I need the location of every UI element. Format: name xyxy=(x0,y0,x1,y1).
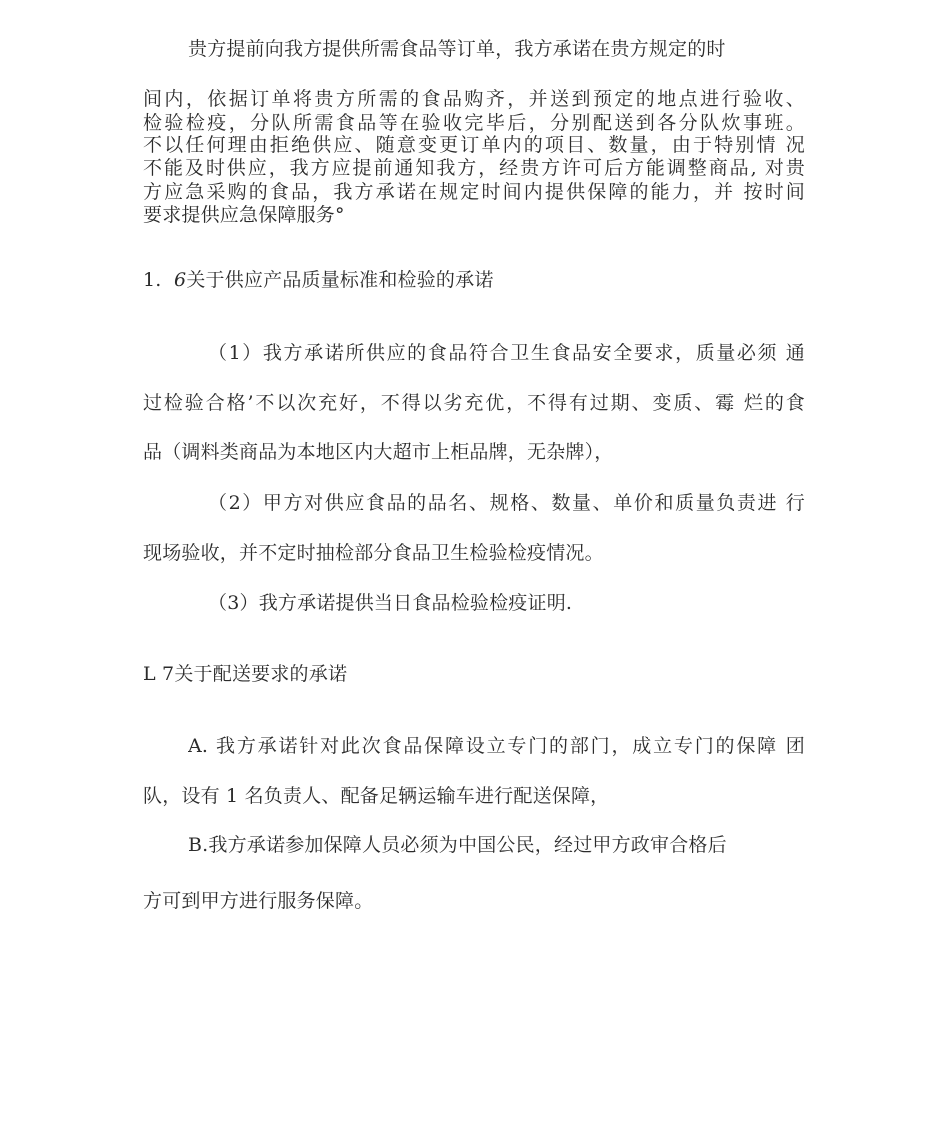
section-title: 关于供应产品质量标准和检验的承诺 xyxy=(186,269,494,291)
item-a-line-2: 队，设有 1 名负责人、配备足辆运输车进行配送保障， xyxy=(143,785,610,807)
intro-line-4: 不以任何理由拒绝供应、随意变更订单内的项目、数量，由于特别情 况 xyxy=(143,134,805,156)
section-heading-1-7: L 7关于配送要求的承诺 xyxy=(143,663,348,685)
intro-line-3: 检验检疫，分队所需食品等在验收完毕后，分别配送到各分队炊事班。 xyxy=(143,112,805,134)
item-1-line-2: 过检验合格’不以次充好，不得以劣充优，不得有过期、变质、霉 烂的食 xyxy=(143,392,805,414)
item-2-line-1: （2）甲方对供应食品的品名、规格、数量、单价和质量负责进 行 xyxy=(208,492,805,514)
item-3-line-1: （3）我方承诺提供当日食品检验检疫证明. xyxy=(208,592,573,614)
section-number-italic: 6 xyxy=(174,269,187,291)
section-heading-1-6 xyxy=(143,268,805,292)
intro-line-2: 间内，依据订单将贵方所需的食品购齐，并送到预定的地点进行验收、 xyxy=(143,88,805,110)
item-b-line-1: B.我方承诺参加保障人员必须为中国公民，经过甲方政审合格后 xyxy=(188,834,727,856)
item-2-line-2: 现场验收，并不定时抽检部分食品卫生检验检疫情况。 xyxy=(143,542,604,564)
item-1-line-1: （1）我方承诺所供应的食品符合卫生食品安全要求，质量必须 通 xyxy=(208,342,805,364)
item-1-line-3: 品（调料类商品为本地区内大超市上柜品牌，无杂牌）， xyxy=(143,441,614,463)
intro-line-1: 贵方提前向我方提供所需食品等订单，我方承诺在贵方规定的时 xyxy=(188,38,726,60)
item-a-line-1: A. 我方承诺针对此次食品保障设立专门的部门，成立专门的保障 团 xyxy=(188,735,805,757)
intro-line-5: 不能及时供应，我方应提前通知我方，经贵方许可后方能调整商品, 对贵 xyxy=(143,157,805,179)
section-number: 1. xyxy=(143,269,175,291)
intro-line-7: 要求提供应急保障服务° xyxy=(143,204,345,226)
item-b-line-2: 方可到甲方进行服务保障。 xyxy=(143,890,374,912)
intro-line-6: 方应急采购的食品，我方承诺在规定时间内提供保障的能力，并 按时间 xyxy=(143,181,805,203)
